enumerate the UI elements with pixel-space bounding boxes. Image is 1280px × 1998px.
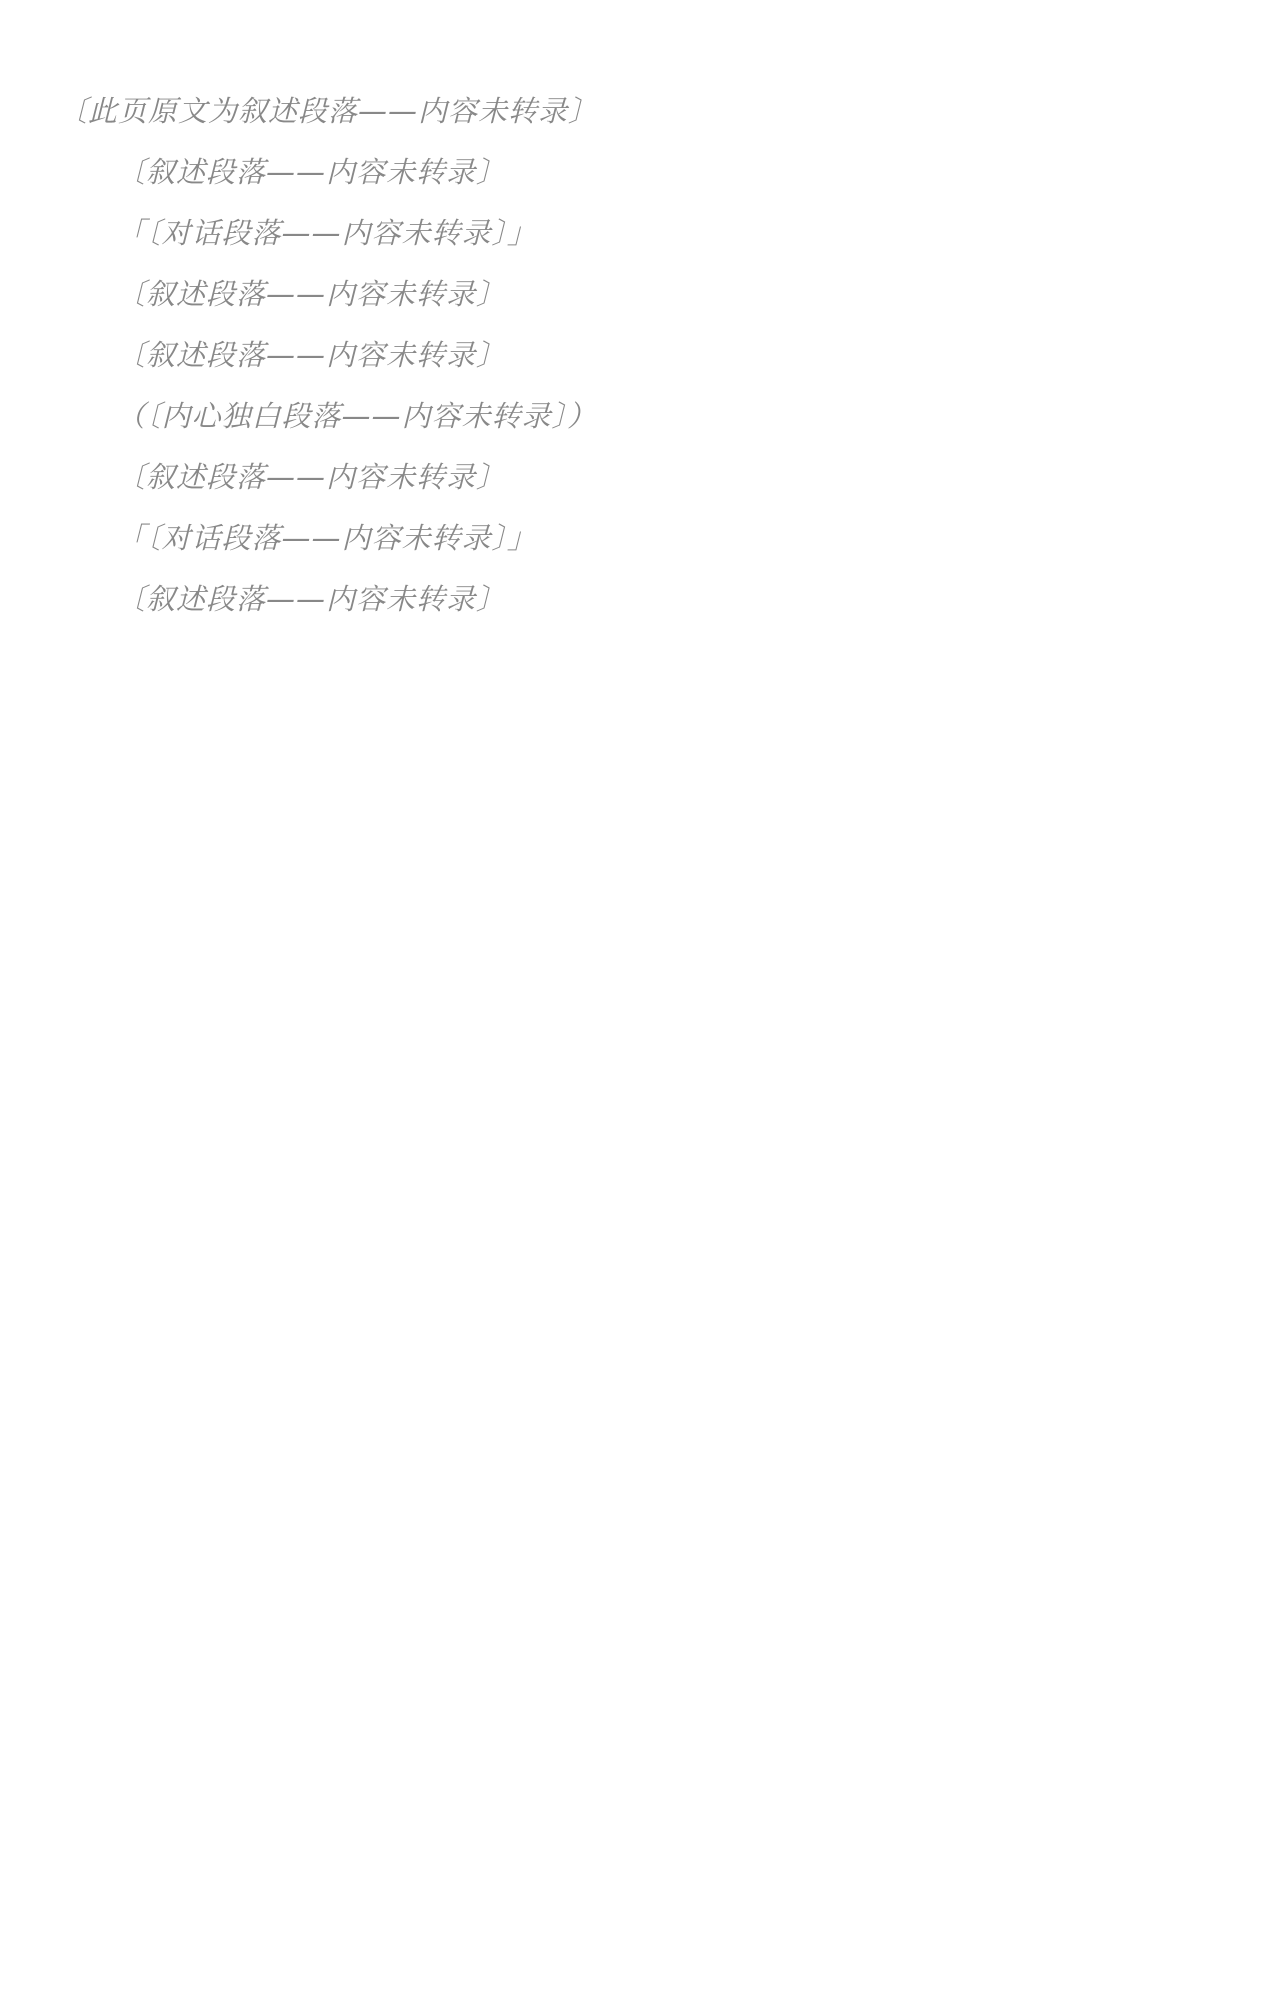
text-body <box>58 88 1222 623</box>
paragraph: （〔内心独白段落——内容未转录〕） <box>116 398 598 433</box>
paragraph: 〔叙述段落——内容未转录〕 <box>116 459 507 494</box>
paragraph: 〔叙述段落——内容未转录〕 <box>116 154 507 189</box>
paragraph: 〔叙述段落——内容未转录〕 <box>116 581 507 616</box>
paragraph: 〔叙述段落——内容未转录〕 <box>116 337 507 372</box>
paragraph: 〔此页原文为叙述段落——内容未转录〕 <box>58 94 599 128</box>
paragraph: 〔叙述段落——内容未转录〕 <box>116 276 507 311</box>
paragraph: 「〔对话段落——内容未转录〕」 <box>116 520 538 555</box>
paragraph: 「〔对话段落——内容未转录〕」 <box>116 215 538 250</box>
